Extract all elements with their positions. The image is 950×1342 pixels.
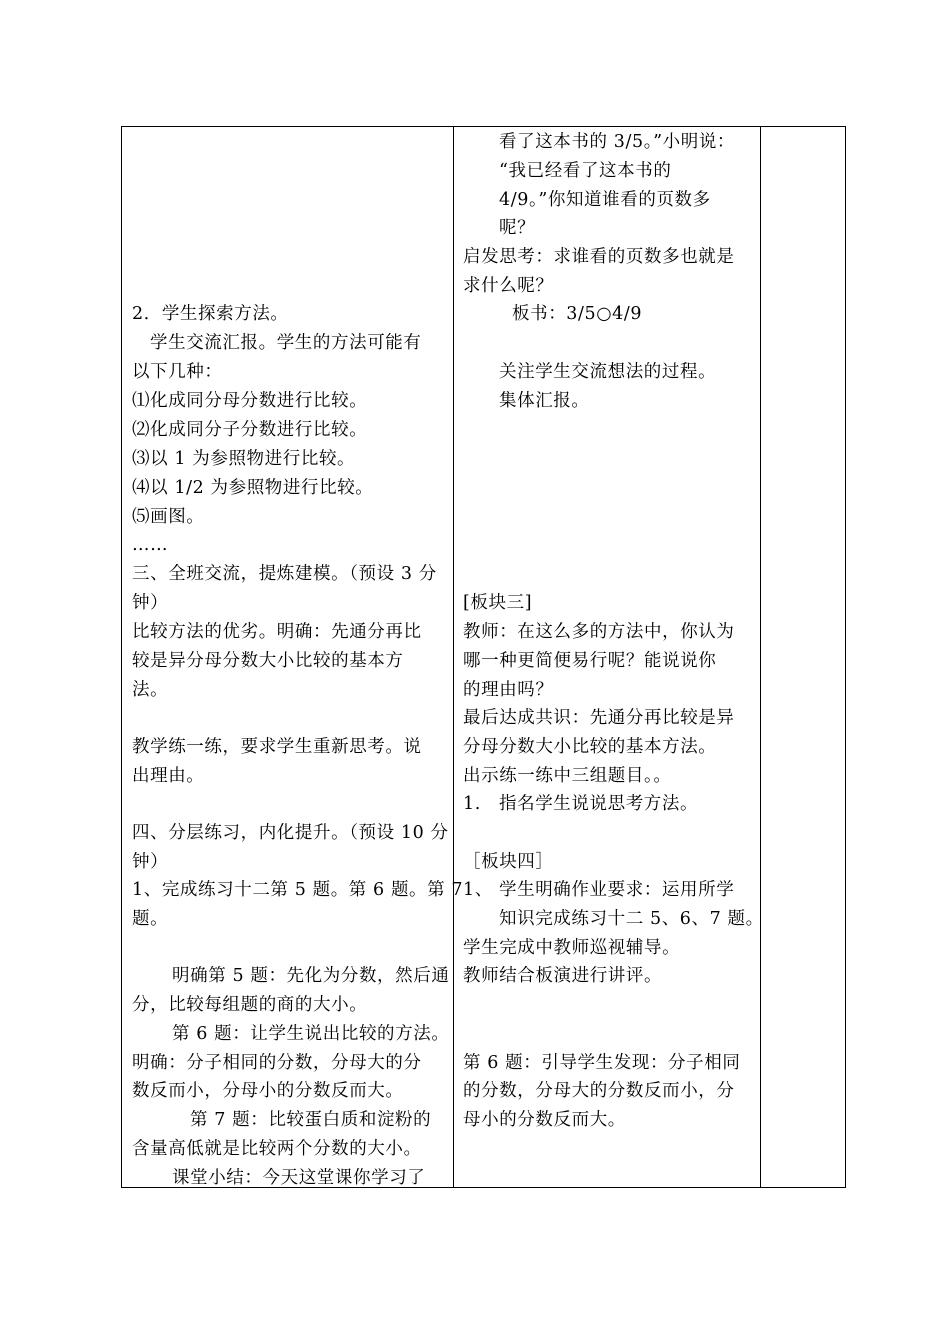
text-line: ⑸画图。 — [132, 507, 205, 527]
section-heading: 三、全班交流，提炼建模。（预设 3 分 — [132, 564, 437, 584]
text-line: 出示练一练中三组题目。。 — [463, 766, 672, 786]
teacher-activity-cell — [453, 127, 764, 1187]
text-line: 学生完成中教师巡视辅导。 — [463, 938, 681, 958]
text-line: “我已经看了这本书的 — [499, 161, 672, 181]
text-line: 关注学生交流想法的过程。 — [499, 362, 717, 382]
text-line: 母小的分数反而大。 — [463, 1110, 626, 1130]
text-line: 钟） — [132, 593, 169, 613]
text-line: 出理由。 — [132, 766, 205, 786]
text-line: 2．学生探索方法。 — [132, 304, 289, 324]
text-line: …… — [132, 535, 169, 555]
block-heading: [板块三] — [463, 593, 533, 613]
text-line: 数反而小，分母小的分数反而大。 — [132, 1081, 404, 1101]
text-line: 题。 — [132, 909, 169, 929]
block-heading: ［板块四］ — [463, 852, 554, 872]
lesson-plan-table — [121, 126, 846, 1188]
text-line: 教学练一练，要求学生重新思考。说 — [132, 737, 422, 757]
text-line: 求什么呢？ — [463, 276, 554, 296]
text-line: 呢？ — [499, 218, 536, 238]
text-line: ⑴化成同分母分数进行比较。 — [132, 391, 368, 411]
text-line: ⑶以 1 为参照物进行比较。 — [132, 449, 356, 469]
text-line: 法。 — [132, 680, 169, 700]
text-line: 知识完成练习十二 5、6、7 题。 — [499, 909, 764, 929]
text-line: 较是异分母分数大小比较的基本方 — [132, 651, 404, 671]
text-line: 1. 指名学生说说思考方法。 — [463, 794, 699, 814]
text-line: 学生交流汇报。学生的方法可能有 — [150, 333, 422, 353]
text-line: 分，比较每组题的商的大小。 — [132, 995, 368, 1015]
text-line: 最后达成共识：先通分再比较是异 — [463, 708, 735, 728]
text-line: 1、 学生明确作业要求：运用所学 — [463, 880, 735, 900]
text-line: 集体汇报。 — [499, 391, 590, 411]
notes-cell — [760, 127, 845, 1187]
text-line: 1、完成练习十二第 5 题。第 6 题。第 7 — [132, 880, 464, 900]
text-line: ⑷以 1/2 为参照物进行比较。 — [132, 478, 374, 498]
text-line: 以下几种： — [132, 362, 223, 382]
text-line: 明确第 5 题：先化为分数，然后通 — [172, 966, 450, 986]
text-line: 启发思考：求谁看的页数多也就是 — [463, 247, 735, 267]
text-line: 比较方法的优劣。明确：先通分再比 — [132, 622, 422, 642]
text-line: 的分数，分母大的分数反而小，分 — [463, 1081, 735, 1101]
text-line: 课堂小结：今天这堂课你学习了 — [172, 1168, 426, 1188]
text-line: 教师：在这么多的方法中，你认为 — [463, 622, 735, 642]
section-heading: 四、分层练习，内化提升。（预设 10 分 — [132, 823, 449, 843]
text-line: 钟） — [132, 852, 169, 872]
text-line: 4/9。”你知道谁看的页数多 — [499, 190, 711, 210]
text-line: 第 6 题：让学生说出比较的方法。 — [172, 1024, 450, 1044]
text-line: 分母分数大小比较的基本方法。 — [463, 737, 717, 757]
text-line: 第 7 题：比较蛋白质和淀粉的 — [190, 1110, 432, 1130]
text-line: 看了这本书的 3/5。”小明说： — [499, 132, 736, 152]
text-line: 教师结合板演进行讲评。 — [463, 966, 663, 986]
text-line: 哪一种更简便易行呢？能说说你 — [463, 651, 717, 671]
text-line: 明确：分子相同的分数，分母大的分 — [132, 1053, 422, 1073]
text-line: 的理由吗？ — [463, 680, 554, 700]
text-line: ⑵化成同分子分数进行比较。 — [132, 420, 368, 440]
board-writing: 板书：3/5○4/9 — [512, 304, 643, 324]
text-line: 第 6 题：引导学生发现：分子相同 — [463, 1053, 741, 1073]
teaching-process-cell — [122, 127, 464, 1188]
text-line: 含量高低就是比较两个分数的大小。 — [132, 1139, 422, 1159]
